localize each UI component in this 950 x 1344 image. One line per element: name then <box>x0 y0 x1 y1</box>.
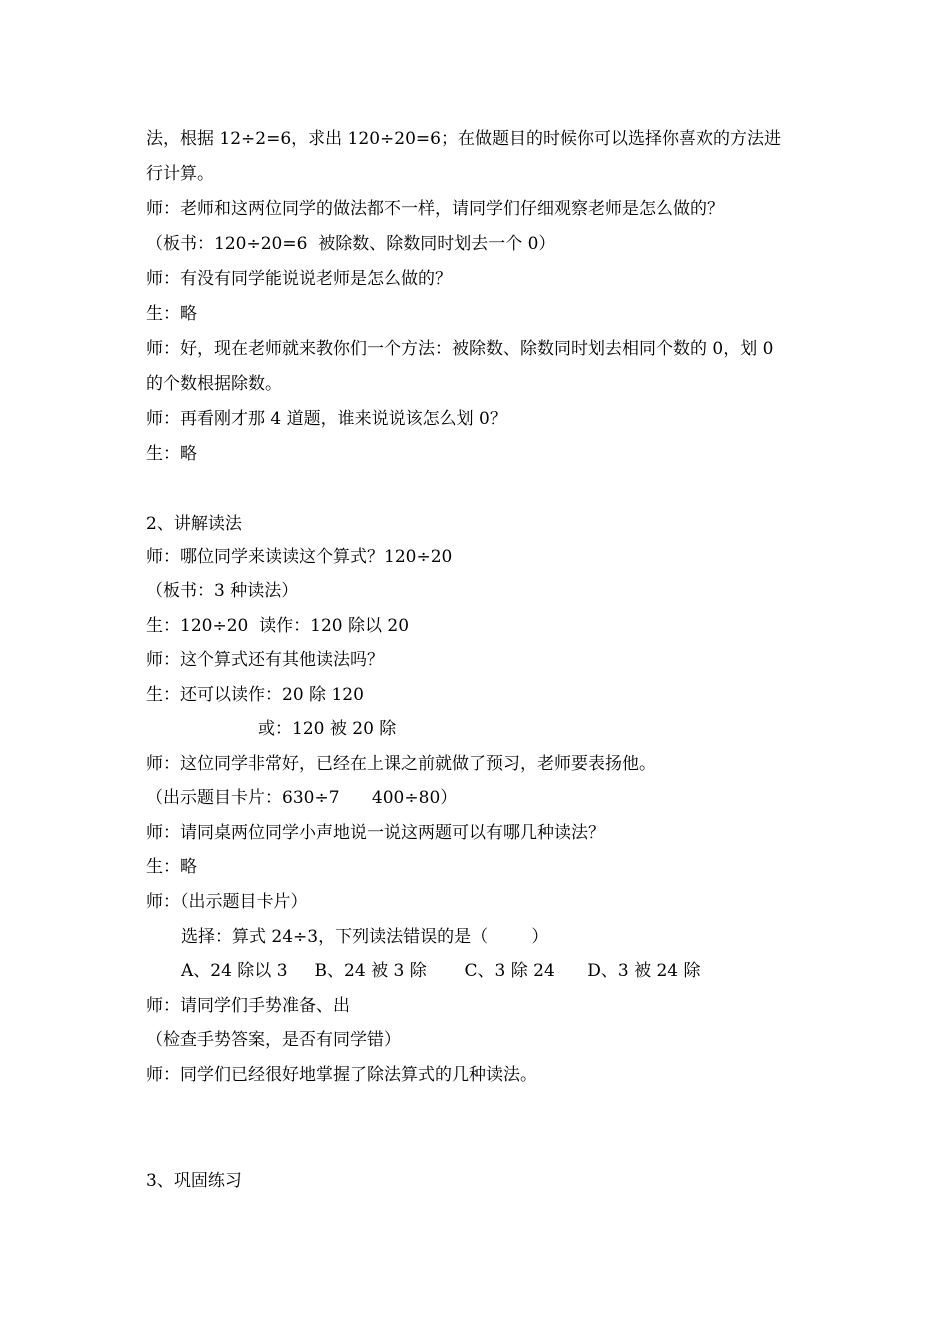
text-line: 法，根据 12÷2=6，求出 120÷20=6；在做题目的时候你可以选择你喜欢的方法进 <box>146 129 781 149</box>
text-line: 师：哪位同学来读读这个算式？120÷20 <box>146 547 453 567</box>
text-line: （板书：120÷20=6 被除数、除数同时划去一个 0） <box>146 234 556 254</box>
text-line: （板书：3 种读法） <box>146 581 299 601</box>
text-line: （出示题目卡片：630÷7 400÷80） <box>146 788 458 808</box>
text-line: 师：这位同学非常好，已经在上课之前就做了预习，老师要表扬他。 <box>146 754 656 774</box>
text-line: 师：有没有同学能说说老师是怎么做的？ <box>146 269 452 289</box>
text-line: 师：这个算式还有其他读法吗？ <box>146 650 384 670</box>
text-line: 的个数根据除数。 <box>146 374 282 394</box>
section-heading: 3、巩固练习 <box>146 1171 242 1191</box>
text-line: （检查手势答案，是否有同学错） <box>146 1030 401 1050</box>
text-line: 师：好，现在老师就来教你们一个方法：被除数、除数同时划去相同个数的 0，划 0 <box>146 339 774 359</box>
text-line: 或：120 被 20 除 <box>258 719 397 739</box>
text-line: 生：还可以读作：20 除 120 <box>146 685 364 705</box>
text-line: 师：（出示题目卡片） <box>146 892 308 912</box>
text-line: 师：再看刚才那 4 道题，谁来说说该怎么划 0？ <box>146 409 507 429</box>
text-line: 师：老师和这两位同学的做法都不一样，请同学们仔细观察老师是怎么做的？ <box>146 199 724 219</box>
text-line: 生：略 <box>146 444 197 464</box>
text-line: 生：略 <box>146 857 197 877</box>
text-line: 行计算。 <box>146 164 214 184</box>
text-line: 生：略 <box>146 304 197 324</box>
answer-options: A、24 除以 3 B、24 被 3 除 C、3 除 24 D、3 被 24 除 <box>181 961 701 981</box>
text-line: 生：120÷20 读作：120 除以 20 <box>146 616 410 636</box>
section-heading: 2、讲解读法 <box>146 514 242 534</box>
question-line: 选择：算式 24÷3，下列读法错误的是（ ） <box>181 927 549 947</box>
text-line: 师：同学们已经很好地掌握了除法算式的几种读法。 <box>146 1065 537 1085</box>
text-line: 师：请同桌两位同学小声地说一说这两题可以有哪几种读法？ <box>146 823 605 843</box>
text-line: 师：请同学们手势准备、出 <box>146 996 350 1016</box>
